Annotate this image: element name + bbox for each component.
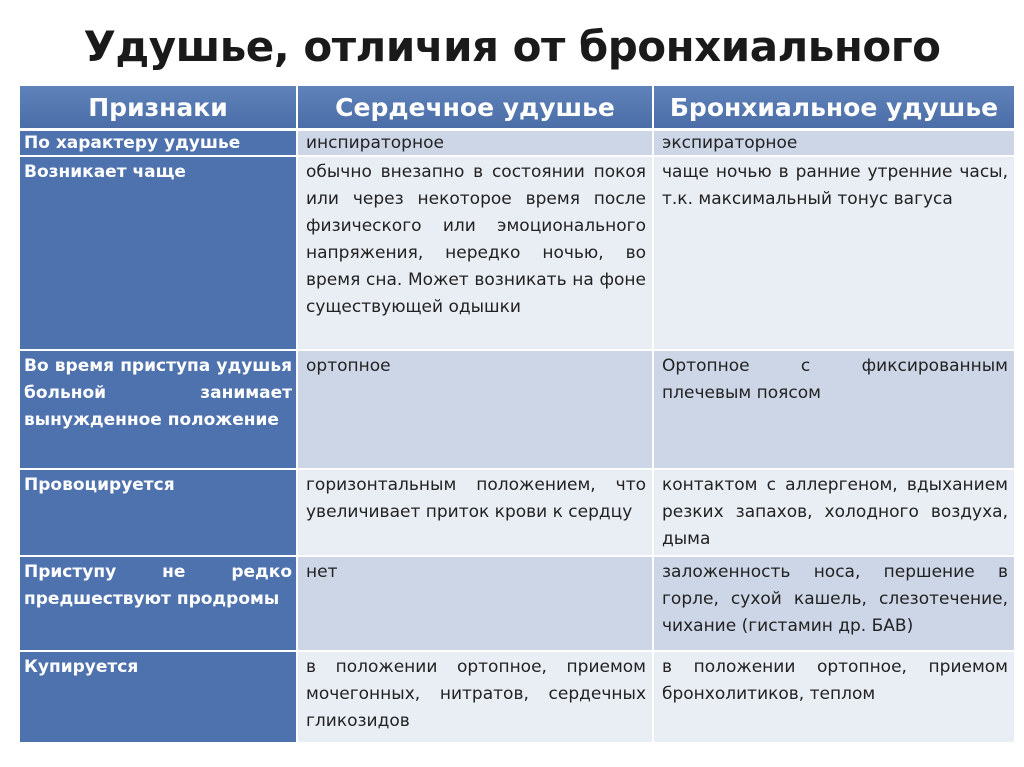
- bronchial-cell: чаще ночью в ранние утренние часы, т.к. максимальный тонус вагуса: [653, 156, 1015, 350]
- bronchial-cell: в положении ортопное, приемом бронхолитиков, теплом: [653, 651, 1015, 743]
- bronchial-cell: контактом с аллергеном, вдыханием резких запахов, холодного воздуха, дыма: [653, 469, 1015, 556]
- cardiac-cell: инспираторное: [297, 130, 653, 157]
- cardiac-cell: в положении ортопное, приемом мочегонных, нитратов, сердечных гликозидов: [297, 651, 653, 743]
- bronchial-cell: заложенность носа, першение в горле, сухой кашель, слезотечение, чихание (гистамин др. БАВ): [653, 556, 1015, 651]
- slide-title: Удушье, отличия от бронхиального: [83, 22, 941, 71]
- row-label: Купируется: [19, 651, 297, 743]
- table-row: [19, 556, 1015, 651]
- table-header-row: [19, 85, 1015, 130]
- row-label: Провоцируется: [19, 469, 297, 556]
- table-row: [19, 651, 1015, 743]
- cardiac-cell: обычно внезапно в состоянии покоя или через некоторое время после физического или эмоционального напряжения, нередко ночью, во время сна. Может возникать на фоне существующей одышки: [297, 156, 653, 350]
- header-bronchial: Бронхиальное удушье: [653, 85, 1015, 130]
- bronchial-cell: экспираторное: [653, 130, 1015, 157]
- row-label: Приступу не редко предшествуют продромы: [19, 556, 297, 651]
- cardiac-cell: ортопное: [297, 350, 653, 469]
- cardiac-cell: нет: [297, 556, 653, 651]
- cardiac-cell: горизонтальным положением, что увеличивает приток крови к сердцу: [297, 469, 653, 556]
- header-signs: Признаки: [19, 85, 297, 130]
- row-label: По характеру удушье: [19, 130, 297, 157]
- table-row: [19, 156, 1015, 350]
- bronchial-cell: Ортопное с фиксированным плечевым поясом: [653, 350, 1015, 469]
- comparison-table: [18, 84, 1016, 744]
- row-label: Возникает чаще: [19, 156, 297, 350]
- row-label: Во время приступа удушья больной занимает вынужденное положение: [19, 350, 297, 469]
- table-row: [19, 130, 1015, 157]
- table-row: [19, 350, 1015, 469]
- header-cardiac: Сердечное удушье: [297, 85, 653, 130]
- table-row: [19, 469, 1015, 556]
